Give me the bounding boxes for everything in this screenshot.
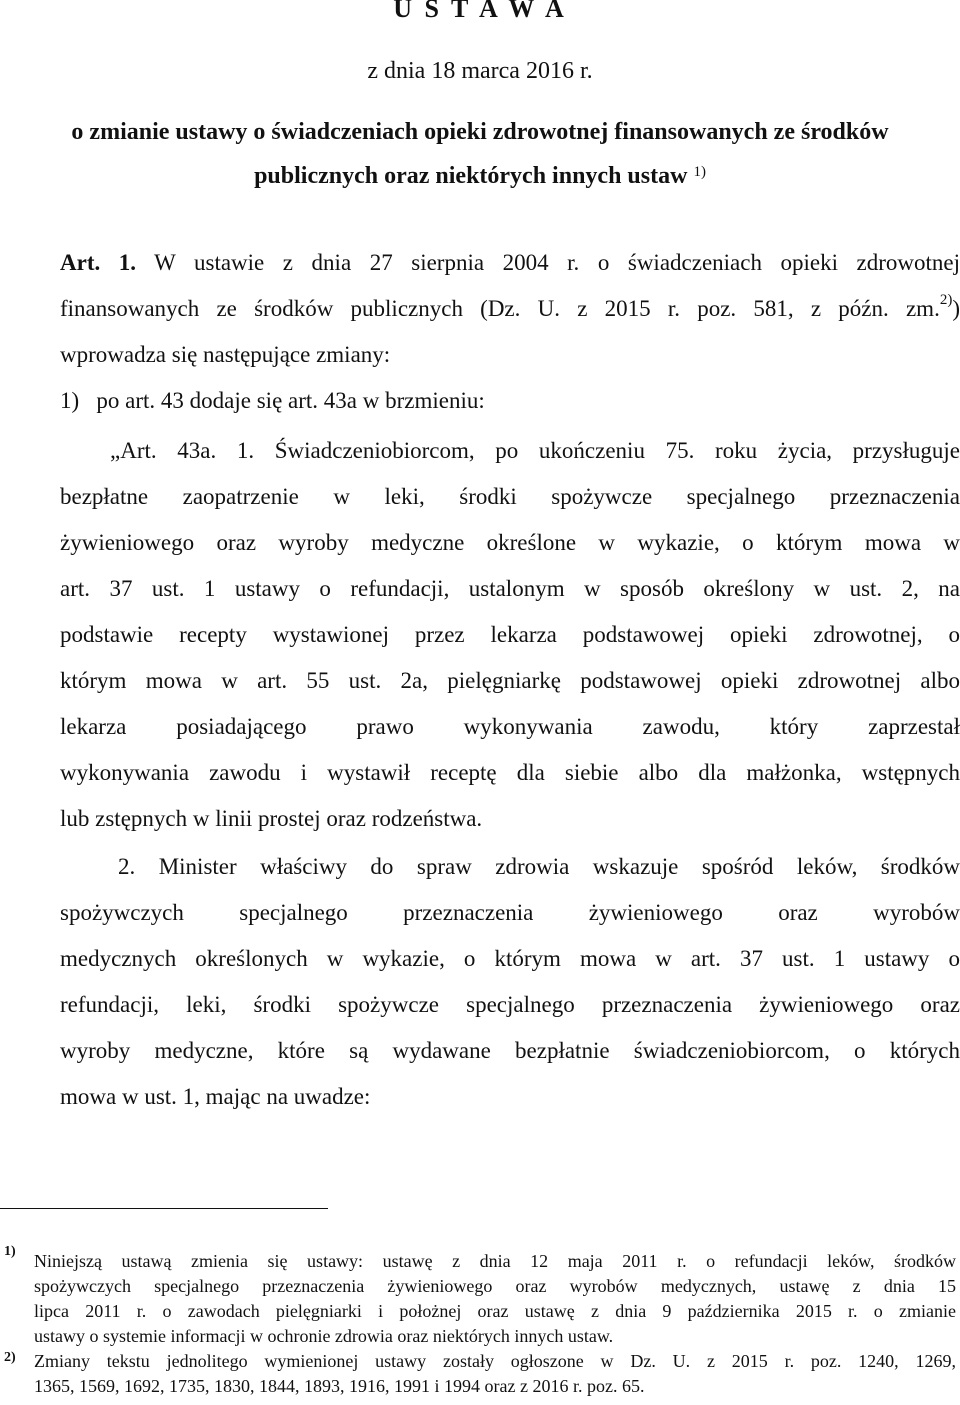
article1-line-1 (60, 250, 960, 276)
subject-line-1: o zmianie ustawy o świadczeniach opieki zdrowotnej finansowanych ze środków (71, 119, 889, 145)
footnote-ref-2: 2) (939, 292, 953, 308)
art43a-line-0: „Art. 43a. 1. Świadczeniobiorcom, po ukończeniu 75. roku życia, przysługuje (110, 438, 960, 463)
art43a-line-1: bezpłatne zaopatrzenie w leki, środki spożywcze specjalnego przeznaczenia (60, 484, 960, 509)
art43a-par2-line-5: mowa w ust. 1, mając na uwadze: (60, 1084, 371, 1109)
article1-line-3: wprowadza się następujące zmiany: (60, 342, 391, 367)
art43a-line-5: którym mowa w art. 55 ust. 2a, pielęgniarkę podstawowej opieki zdrowotnej albo (60, 668, 960, 693)
document-subject (0, 110, 960, 198)
footnote-1-line-0: Niniejszą ustawą zmienia się ustawy: ustawę z dnia 12 maja 2011 r. o refundacji leków, środków (34, 1251, 956, 1271)
art43a-par2-line-2: medycznych określonych w wykazie, o którym mowa w art. 37 ust. 1 ustawy o (60, 946, 960, 971)
footnote-1-mark: 1) (4, 1244, 16, 1259)
footnote-separator (0, 1208, 328, 1209)
footnote-1-line-3: ustawy o systemie informacji w ochronie zdrowia oraz niektórych innych ustaw. (34, 1326, 614, 1346)
art43a-par2-line-1: spożywczych specjalnego przeznaczenia żywieniowego oraz wyrobów (60, 900, 960, 925)
art43a-line-7: wykonywania zawodu i wystawił receptę dla siebie albo dla małżonka, wstępnych (60, 760, 960, 785)
footnote-2-mark: 2) (4, 1350, 16, 1365)
article1-line2-close: ) (952, 296, 960, 321)
footnote-2-line-0: Zmiany tekstu jednolitego wymienionej ustawy zostały ogłoszone w Dz. U. z 2015 r. poz. 1240, 1269, (34, 1351, 956, 1371)
art43a-line-6: lekarza posiadającego prawo wykonywania zawodu, który zaprzestał (60, 714, 960, 739)
footnote-1-line-2: lipca 2011 r. o zawodach pielęgniarki i położnej oraz ustawę z dnia 9 października 2015 r. o zmianie (34, 1301, 956, 1321)
subject-line-2-text: publicznych oraz niektórych innych ustaw (254, 163, 688, 189)
footnote-2-text (34, 1349, 956, 1399)
footnote-1-text (34, 1249, 956, 1349)
art43a-line-4: podstawie recepty wystawionej przez lekarza podstawowej opieki zdrowotnej, o (60, 622, 960, 647)
subject-line-2 (0, 154, 960, 198)
footnote-1-line-1: spożywczych specjalnego przeznaczenia żywieniowego oraz wyrobów medycznych, ustawę z dnia 15 (34, 1276, 956, 1296)
article1-line2-text: finansowanych ze środków publicznych (Dz. U. z 2015 r. poz. 581, z późn. zm. (60, 296, 940, 321)
footnote-ref-1: 1) (693, 164, 706, 180)
article1-line1-text: W ustawie z dnia 27 sierpnia 2004 r. o świadczeniach opieki zdrowotnej (154, 250, 960, 275)
document-date: z dnia 18 marca 2016 r. (367, 58, 593, 84)
art43a-line-3: art. 37 ust. 1 ustawy o refundacji, ustalonym w sposób określony w ust. 2, na (60, 576, 960, 601)
document-title: U S T A W A (393, 0, 567, 23)
article1-label: Art. 1. (60, 250, 137, 275)
art43a-line-2: żywieniowego oraz wyroby medyczne określone w wykazie, o którym mowa w (60, 530, 960, 555)
footnote-2-line-1: 1365, 1569, 1692, 1735, 1830, 1844, 1893, 1916, 1991 i 1994 oraz z 2016 r. poz. 65. (34, 1376, 645, 1396)
art43a-par2-line-3: refundacji, leki, środki spożywcze specjalnego przeznaczenia żywieniowego oraz (60, 992, 960, 1017)
art43a-par2-line-0: 2. Minister właściwy do spraw zdrowia wskazuje spośród leków, środków (118, 854, 960, 879)
article1-line-2 (60, 292, 960, 322)
art43a-par2-line-4: wyroby medyczne, które są wydawane bezpłatnie świadczeniobiorcom, o których (60, 1038, 960, 1063)
art43a-line-8: lub zstępnych w linii prostej oraz rodzeństwa. (60, 806, 483, 831)
article1-point-1: 1) po art. 43 dodaje się art. 43a w brzmieniu: (60, 388, 485, 413)
